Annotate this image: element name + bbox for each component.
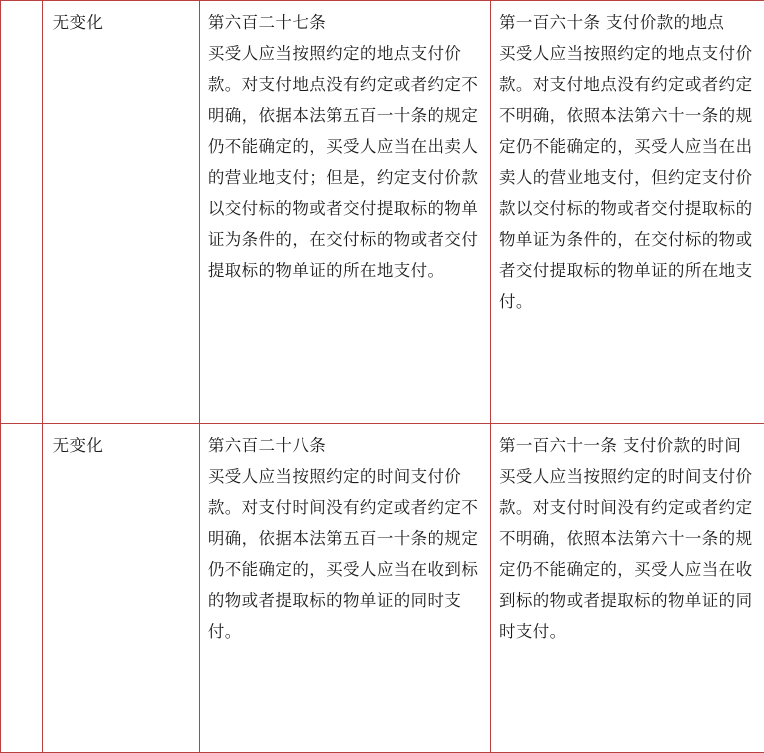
change-status-cell	[42, 424, 199, 753]
change-status-cell	[42, 1, 199, 424]
new-article-text: 买受人应当按照约定的时间支付价款。对支付时间没有约定或者约定不明确，依据本法第五百一十条的规定仍不能确定的，买受人应当在收到标的物或者提取标的物单证的同时支付。	[208, 461, 482, 647]
old-article-title: 第一百六十一条 支付价款的时间	[499, 430, 761, 461]
old-article-text: 买受人应当按照约定的地点支付价款。对支付地点没有约定或者约定不明确，依照本法第六十一条的规定仍不能确定的，买受人应当在出卖人的营业地支付，但约定支付价款以交付标的物或者交付提取标的物单证为条件的，在交付标的物或者交付提取标的物单证的所在地支付。	[499, 38, 761, 317]
new-article-cell	[199, 1, 490, 424]
old-article-title: 第一百六十条 支付价款的地点	[499, 7, 761, 38]
new-article-text: 买受人应当按照约定的地点支付价款。对支付地点没有约定或者约定不明确，依据本法第五百一十条的规定仍不能确定的，买受人应当在出卖人的营业地支付；但是，约定支付价款以交付标的物或者交付提取标的物单证为条件的，在交付标的物或者交付提取标的物单证的所在地支付。	[208, 38, 482, 286]
new-article-title: 第六百二十八条	[208, 430, 482, 461]
new-article-title: 第六百二十七条	[208, 7, 482, 38]
change-status: 无变化	[53, 436, 104, 455]
blank-cell	[1, 424, 43, 753]
table-row	[1, 1, 764, 424]
blank-cell	[1, 1, 43, 424]
change-status: 无变化	[53, 13, 104, 32]
new-article-cell	[199, 424, 490, 753]
table-row	[1, 424, 764, 753]
old-article-text: 买受人应当按照约定的时间支付价款。对支付时间没有约定或者约定不明确，依照本法第六十一条的规定仍不能确定的，买受人应当在收到标的物或者提取标的物单证的同时支付。	[499, 461, 761, 647]
old-article-cell	[490, 1, 764, 424]
old-article-cell	[490, 424, 764, 753]
